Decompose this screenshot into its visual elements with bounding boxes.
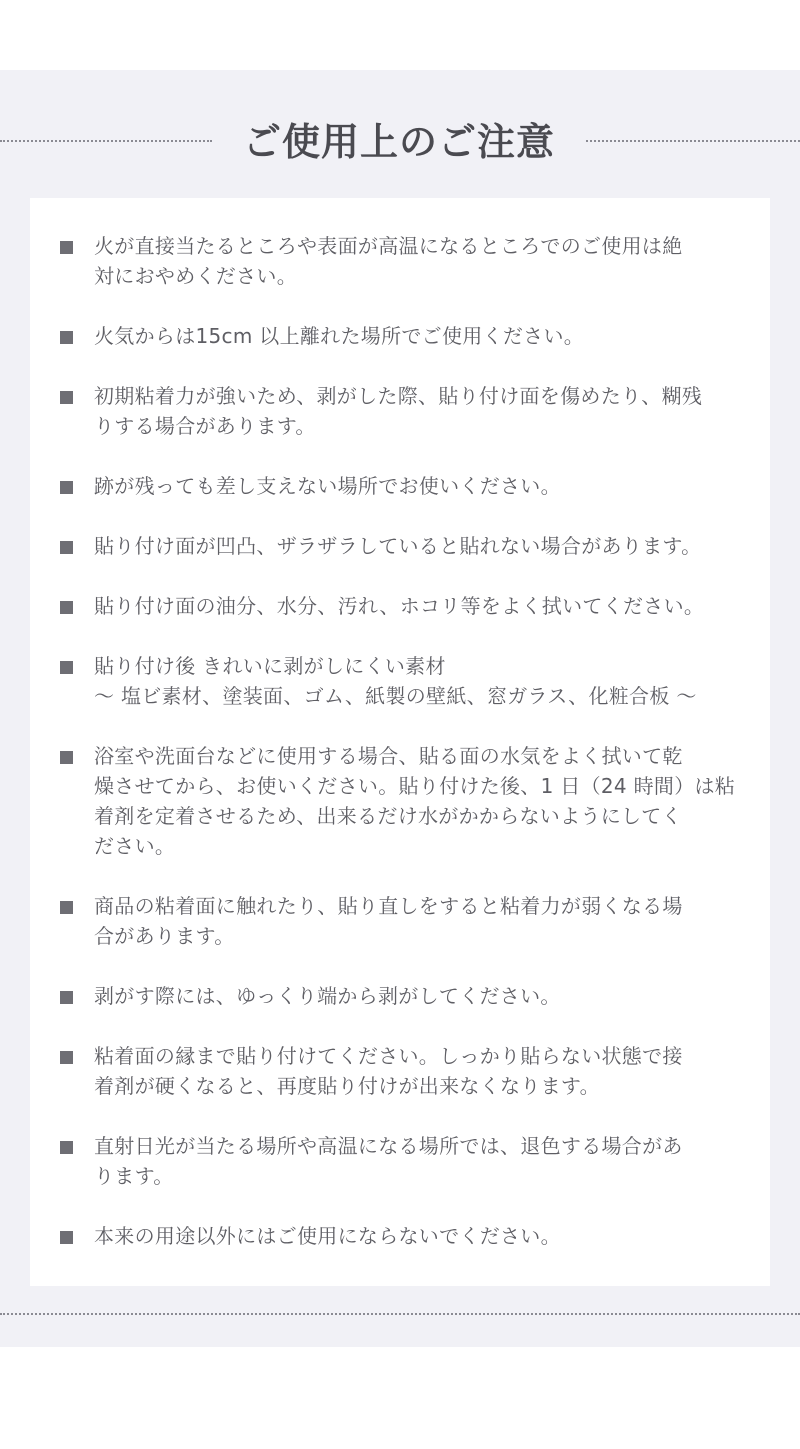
square-bullet-icon (60, 241, 73, 254)
dotted-divider-bottom (0, 1313, 800, 1315)
note-text-line: 着剤を定着させるため、出来るだけ水がかからないようにしてく (94, 804, 682, 828)
note-text-line: ださい。 (94, 834, 176, 858)
note-text-line: 跡が残っても差し支えない場所でお使いください。 (94, 474, 561, 498)
note-item (60, 471, 740, 501)
note-text-line: ります。 (94, 1164, 174, 1188)
note-item (60, 741, 740, 861)
square-bullet-icon (60, 391, 73, 404)
note-item (60, 381, 740, 441)
note-item (60, 591, 740, 621)
note-text-line: 粘着面の縁まで貼り付けてください。しっかり貼らない状態で接 (94, 1044, 683, 1068)
note-text-line: 商品の粘着面に触れたり、貼り直しをすると粘着力が弱くなる場 (94, 894, 683, 918)
square-bullet-icon (60, 1051, 73, 1064)
note-text-line: 貼り付け面の油分、水分、汚れ、ホコリ等をよく拭いてください。 (94, 594, 705, 618)
note-text-line: 火気からは15cm 以上離れた場所でご使用ください。 (94, 324, 585, 348)
note-text-line: 〜 塩ビ素材、塗装面、ゴム、紙製の壁紙、窓ガラス、化粧合板 〜 (94, 684, 697, 708)
dotted-divider-left (0, 140, 212, 142)
section-header (0, 110, 800, 174)
note-item (60, 321, 740, 351)
note-item (60, 891, 740, 951)
note-text-line: 剥がす際には、ゆっくり端から剥がしてください。 (94, 984, 561, 1008)
square-bullet-icon (60, 601, 73, 614)
note-item (60, 1041, 740, 1101)
square-bullet-icon (60, 331, 73, 344)
note-text-line: りする場合があります。 (94, 414, 316, 438)
note-text-line: 初期粘着力が強いため、剥がした際、貼り付け面を傷めたり、糊残 (94, 384, 703, 408)
note-text-line: 直射日光が当たる場所や高温になる場所では、退色する場合があ (94, 1134, 683, 1158)
note-text-line: 燥させてから、お使いください。貼り付けた後、1 日（24 時間）は粘 (94, 774, 736, 798)
notes-card (30, 198, 770, 1286)
square-bullet-icon (60, 1141, 73, 1154)
note-text-line: 本来の用途以外にはご使用にならないでください。 (94, 1224, 561, 1248)
note-text-line: 貼り付け面が凹凸、ザラザラしていると貼れない場合があります。 (94, 534, 702, 558)
square-bullet-icon (60, 481, 73, 494)
square-bullet-icon (60, 901, 73, 914)
note-item (60, 1131, 740, 1191)
square-bullet-icon (60, 661, 73, 674)
note-item (60, 981, 740, 1011)
dotted-divider-right (586, 140, 800, 142)
square-bullet-icon (60, 991, 73, 1004)
square-bullet-icon (60, 1231, 73, 1244)
square-bullet-icon (60, 751, 73, 764)
note-text-line: 着剤が硬くなると、再度貼り付けが出来なくなります。 (94, 1074, 600, 1098)
note-text-line: 火が直接当たるところや表面が高温になるところでのご使用は絶 (94, 234, 683, 258)
notes-list (60, 231, 740, 1251)
note-text-line: 対におやめください。 (94, 264, 297, 288)
note-item (60, 1221, 740, 1251)
note-text-line: 貼り付け後 きれいに剥がしにくい素材 (94, 654, 446, 678)
note-item (60, 231, 740, 291)
note-item (60, 651, 740, 711)
note-text-line: 合があります。 (94, 924, 235, 948)
note-text-line: 浴室や洗面台などに使用する場合、貼る面の水気をよく拭いて乾 (94, 744, 683, 768)
section-title: ご使用上のご注意 (242, 120, 555, 164)
square-bullet-icon (60, 541, 73, 554)
note-item (60, 531, 740, 561)
